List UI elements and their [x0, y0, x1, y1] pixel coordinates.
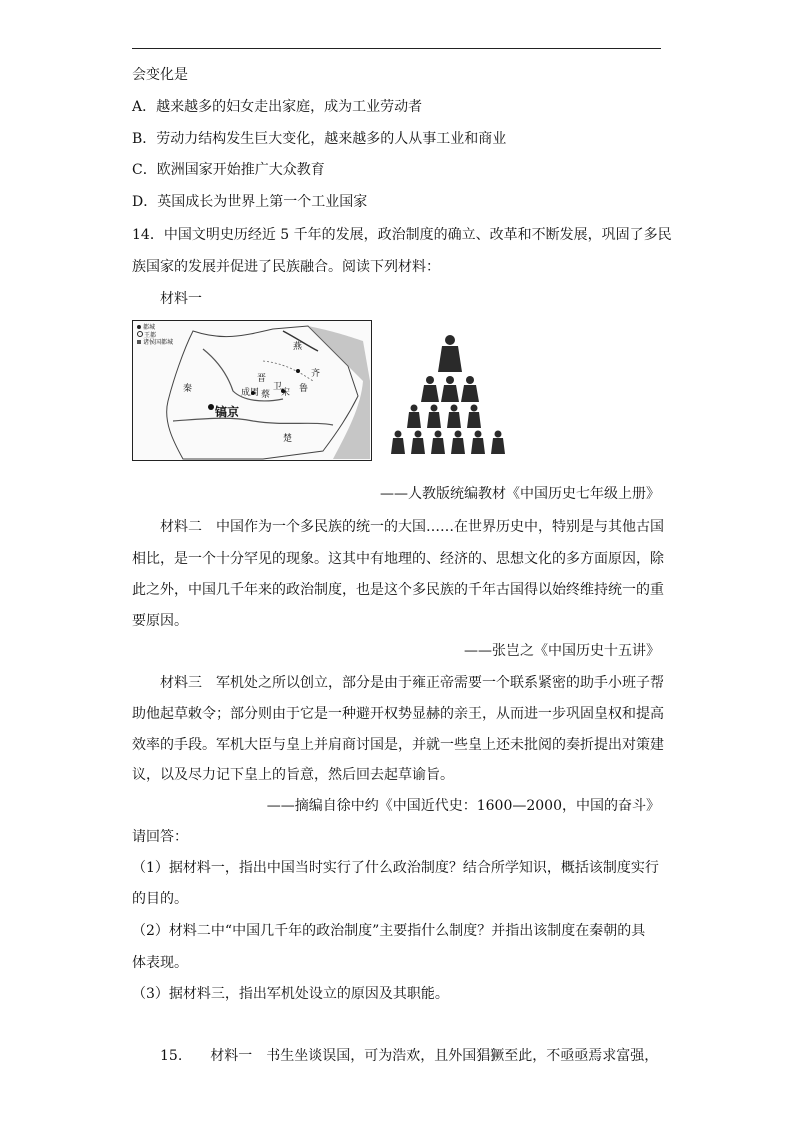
q13-stem-tail: 会变化是	[132, 67, 188, 83]
map-label: 蔡	[261, 390, 271, 400]
map-label: 秦	[183, 384, 193, 394]
map-label: 楚	[283, 434, 293, 444]
sub-question: 的目的。	[132, 891, 188, 907]
material1-source: ——人教版统编教材《中国历史七年级上册》	[380, 486, 660, 502]
material3-line: 材料三 军机处之所以创立，部分是由于雍正帝需要一个联系紧密的助手小班子帮	[160, 675, 664, 691]
material3-line: 助他起草敕令；部分则由于它是一种避开权势显赫的亲王，从而进一步巩固皇权和提高	[132, 706, 664, 722]
map-label-haojing: 镐京	[215, 405, 240, 419]
material2-line: 相比，是一个十分罕见的现象。这其中有地理的、经济的、思想文化的多方面原因，除	[132, 551, 664, 567]
header-rule	[132, 48, 661, 49]
map-label: 晋	[257, 374, 267, 384]
q13-option-b: B．劳动力结构发生巨大变化，越来越多的人从事工业和商业	[132, 131, 507, 147]
feudal-pyramid-figures	[390, 332, 510, 462]
map-label: 齐	[311, 369, 321, 379]
map-label: 卫	[273, 382, 283, 392]
material2-line: 此之外，中国几千年来的政治制度，也是这个多民族的千年古国得以始终维持统一的重	[132, 582, 664, 598]
map-label: 鲁	[299, 384, 309, 394]
sub-question: （1）据材料一，指出中国当时实行了什么政治制度？结合所学知识，概括该制度实行	[132, 860, 659, 876]
western-zhou-map	[132, 320, 372, 461]
map-label: 宋	[281, 388, 291, 398]
material3-line: 议，以及尽力记下皇上的旨意，然后回去起草谕旨。	[132, 767, 454, 783]
sub-question: （3）据材料三，指出军机处设立的原因及其职能。	[132, 986, 449, 1002]
sub-question: 体表现。	[132, 955, 188, 971]
legend-item: 王都	[144, 332, 157, 339]
material1-label: 材料一	[160, 291, 202, 307]
material2-source: ——张岂之《中国历史十五讲》	[464, 643, 660, 659]
legend-item: 诸侯国都城	[143, 339, 174, 346]
material2-line: 材料二 中国作为一个多民族的统一的大国……在世界历史中，特别是与其他古国	[160, 519, 664, 535]
material3-line: 效率的手段。军机大臣与皇上并肩商讨国是，并就一些皇上还未批阅的奏折提出对策建	[132, 737, 664, 753]
answer-prompt: 请回答：	[132, 829, 188, 845]
q13-option-d: D．英国成长为世界上第一个工业国家	[132, 194, 368, 210]
q15-line1: 15. 材料一 书生坐谈误国，可为浩欢，且外国猖獗至此，不亟亟焉求富强，	[160, 1048, 659, 1064]
map-label: 燕	[293, 342, 303, 352]
sub-question: （2）材料二中“中国几千年的政治制度”主要指什么制度？并指出该制度在秦朝的具	[132, 923, 646, 939]
q14-stem-line2: 族国家的发展并促进了民族融合。阅读下列材料：	[132, 259, 440, 275]
q13-option-c: C．欧洲国家开始推广大众教育	[132, 162, 325, 178]
material3-source: ——摘编自徐中约《中国近代史：1600—2000，中国的奋斗》	[266, 798, 660, 814]
q14-stem-line1: 14．中国文明史历经近 5 千年的发展，政治制度的确立、改革和不断发展，巩固了多民	[132, 227, 672, 243]
q13-option-a: A．越来越多的妇女走出家庭，成为工业劳动者	[132, 99, 423, 115]
legend-item: 都城	[143, 324, 156, 331]
material2-line: 要原因。	[132, 613, 188, 629]
map-label: 成周	[241, 388, 260, 398]
